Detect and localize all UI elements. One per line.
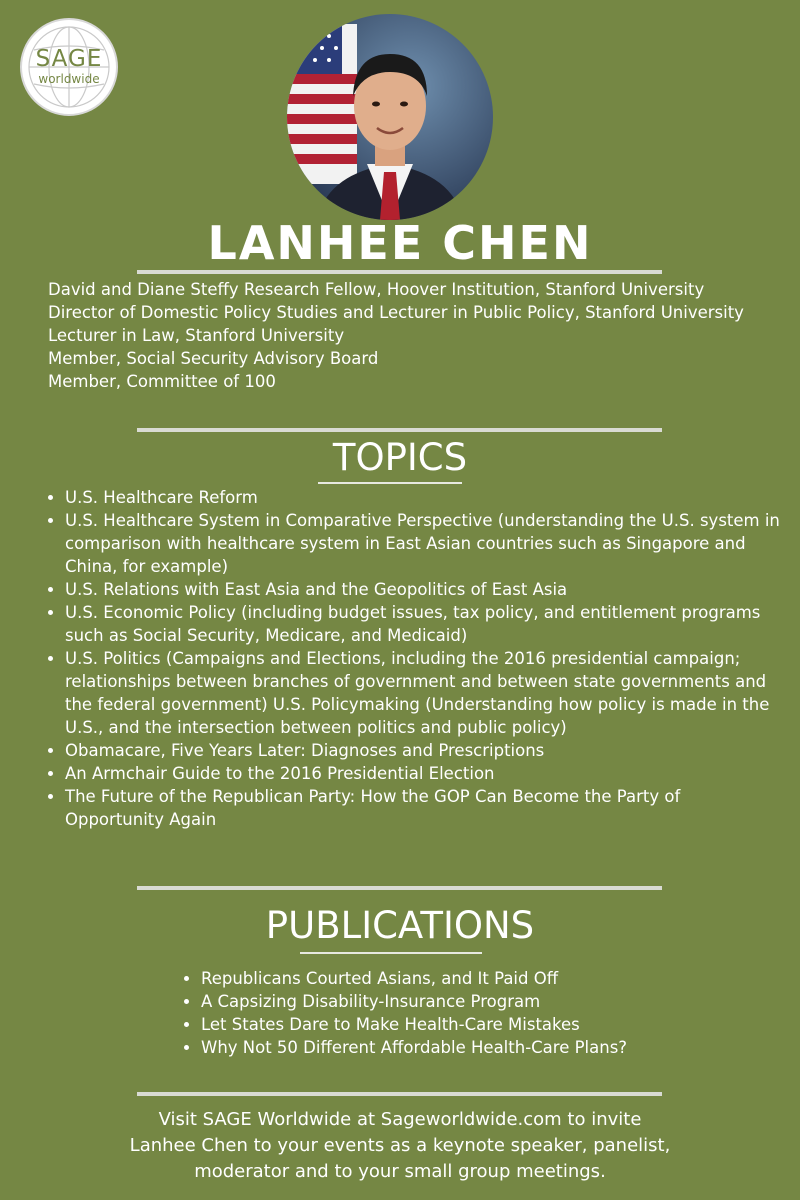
title-line: Lecturer in Law, Stanford University bbox=[48, 326, 345, 345]
speaker-titles bbox=[48, 278, 778, 393]
list-item: • Why Not 50 Different Affordable Health-Care Plans? bbox=[201, 1036, 631, 1059]
divider-under-name bbox=[137, 270, 662, 274]
divider-above-topics bbox=[137, 428, 662, 432]
list-item: • An Armchair Guide to the 2016 Presidential Election bbox=[65, 762, 781, 785]
list-item: • U.S. Healthcare System in Comparative Perspective (understanding the U.S. system in comparison with healthcare system in East Asian countries such as Singapore and China, for example) bbox=[65, 509, 781, 578]
list-item: • Let States Dare to Make Health-Care Mistakes bbox=[201, 1013, 631, 1036]
american-flag-icon bbox=[287, 24, 357, 184]
publications-heading: PUBLICATIONS bbox=[265, 904, 535, 947]
title-line: Member, Committee of 100 bbox=[48, 372, 276, 391]
publications-heading-underline bbox=[300, 952, 482, 954]
topics-list bbox=[44, 486, 781, 831]
divider-above-footer bbox=[137, 1092, 662, 1096]
list-item: • Obamacare, Five Years Later: Diagnoses and Prescriptions bbox=[65, 739, 781, 762]
list-item: • U.S. Economic Policy (including budget issues, tax policy, and entitlement programs such as Social Security, Medicare, and Medicaid) bbox=[65, 601, 781, 647]
list-item: • Republicans Courted Asians, and It Paid Off bbox=[201, 967, 631, 990]
divider-above-publications bbox=[137, 886, 662, 890]
list-item: • U.S. Relations with East Asia and the Geopolitics of East Asia bbox=[65, 578, 781, 601]
footer-line: Visit SAGE Worldwide at Sageworldwide.com to invite bbox=[158, 1109, 642, 1130]
list-item: • The Future of the Republican Party: How the GOP Can Become the Party of Opportunity Again bbox=[65, 785, 781, 831]
title-line: Member, Social Security Advisory Board bbox=[48, 349, 379, 368]
list-item: • U.S. Politics (Campaigns and Elections, including the 2016 presidential campaign; relationships between branches of government and between state governments and the federal government) U.S. Policymaking (Understanding how policy is made in the U.S., and the intersection between politics and public policy) bbox=[65, 647, 781, 739]
list-item: • A Capsizing Disability-Insurance Program bbox=[201, 990, 631, 1013]
title-line: Director of Domestic Policy Studies and Lecturer in Public Policy, Stanford University bbox=[48, 303, 744, 322]
sage-worldwide-logo bbox=[20, 18, 118, 116]
logo-sub-text: worldwide bbox=[38, 72, 100, 86]
logo-brand-text: SAGE bbox=[35, 46, 103, 72]
list-item: • U.S. Healthcare Reform bbox=[65, 486, 781, 509]
title-line: David and Diane Steffy Research Fellow, Hoover Institution, Stanford University bbox=[48, 280, 705, 299]
footer-call-to-action bbox=[0, 1107, 800, 1185]
topics-heading: TOPICS bbox=[332, 436, 468, 479]
speaker-portrait bbox=[287, 14, 493, 220]
footer-line: Lanhee Chen to your events as a keynote speaker, panelist, bbox=[129, 1135, 671, 1156]
footer-line: moderator and to your small group meetings. bbox=[194, 1161, 606, 1182]
topics-heading-underline bbox=[318, 482, 462, 484]
speaker-name: LANHEE CHEN bbox=[207, 216, 593, 270]
publications-list bbox=[180, 967, 631, 1059]
